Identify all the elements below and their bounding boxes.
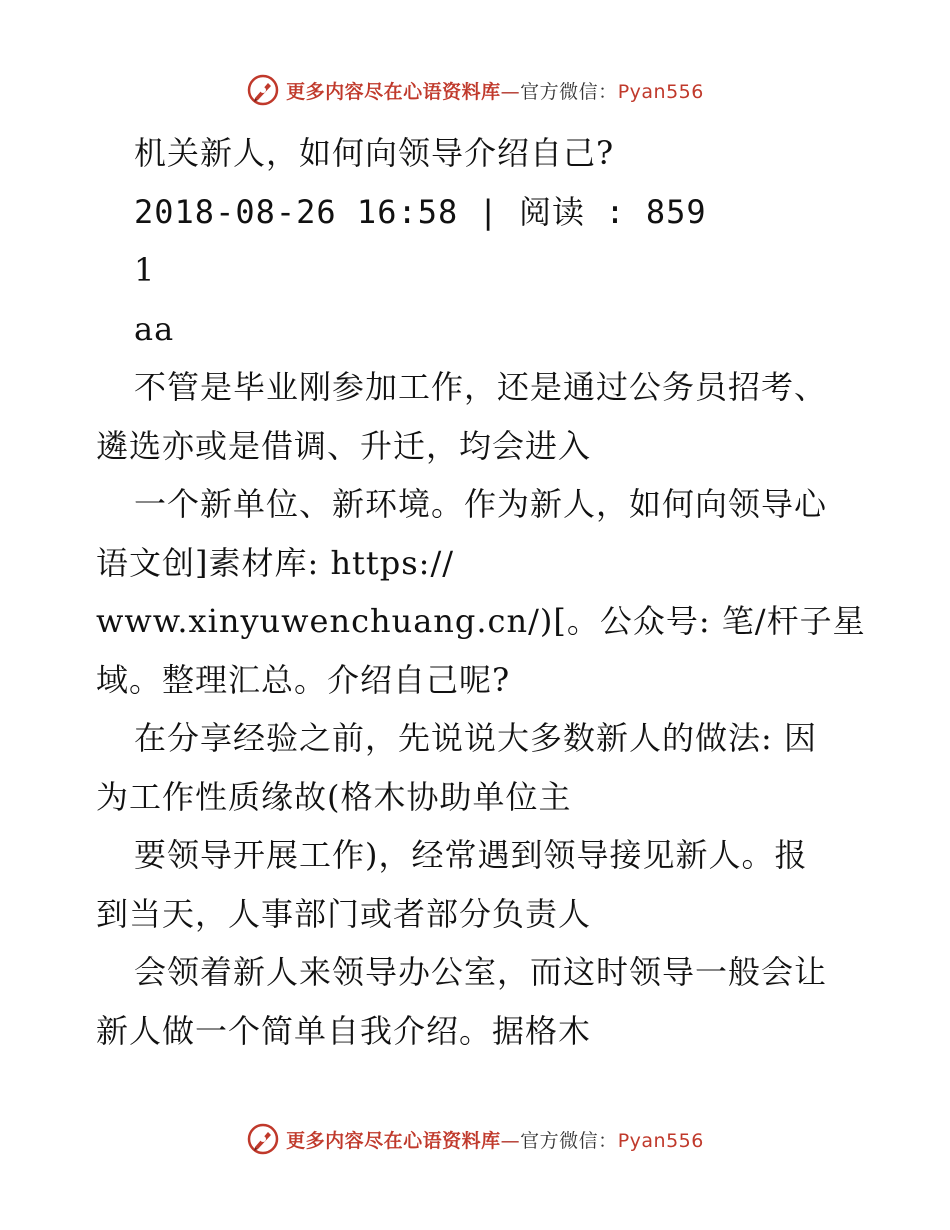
banner-site: 更多内容尽在心语资料库 xyxy=(286,1129,501,1152)
banner-separator: — xyxy=(500,1129,521,1152)
paragraph-line: 语文创]素材库: https:// xyxy=(96,543,455,582)
paragraph-line: 会领着新人来领导办公室，而这时领导一般会让 xyxy=(134,953,828,991)
banner-wechat-id: Pyan556 xyxy=(617,80,704,103)
paragraph-line: 遴选亦或是借调、升迁，均会进入 xyxy=(96,426,592,465)
banner-text xyxy=(286,77,704,104)
document-body xyxy=(96,124,866,1060)
paragraph-line: 要领导开展工作)，经常遇到领导接见新人。报 xyxy=(134,836,808,874)
article-meta: 2018-08-26 16:58 | 阅读 : 859 xyxy=(134,192,707,231)
paragraph-line: 在分享经验之前，先说说大多数新人的做法: 因 xyxy=(134,719,817,757)
paragraph-line: 1 xyxy=(134,251,156,289)
paragraph-line: www.xinyuwenchuang.cn/)[。公众号: 笔/杆子星 xyxy=(96,602,866,640)
pen-logo-icon xyxy=(246,1122,280,1156)
paragraph-line: 到当天，人事部门或者部分负责人 xyxy=(96,894,592,933)
banner-wechat-label: 官方微信： xyxy=(520,1129,618,1152)
banner-site: 更多内容尽在心语资料库 xyxy=(286,80,501,103)
banner-wechat-id: Pyan556 xyxy=(617,1129,704,1152)
paragraph-line: 不管是毕业刚参加工作，还是通过公务员招考、 xyxy=(134,368,828,406)
page-title: 机关新人，如何向领导介绍自己? xyxy=(134,134,615,172)
paragraph-line: 域。整理汇总。介绍自己呢? xyxy=(96,660,511,699)
pen-logo-icon xyxy=(246,73,280,107)
header-banner xyxy=(0,70,950,110)
banner-wechat-label: 官方微信： xyxy=(520,80,618,103)
paragraph-line: aa xyxy=(134,309,175,348)
paragraph-line: 为工作性质缘故(格木协助单位主 xyxy=(96,777,572,816)
banner-separator: — xyxy=(500,80,521,103)
footer-banner xyxy=(0,1119,950,1159)
paragraph-line: 一个新单位、新环境。作为新人，如何向领导心 xyxy=(134,485,828,523)
paragraph-line: 新人做一个简单自我介绍。据格木 xyxy=(96,1011,592,1050)
banner-text xyxy=(286,1126,704,1153)
